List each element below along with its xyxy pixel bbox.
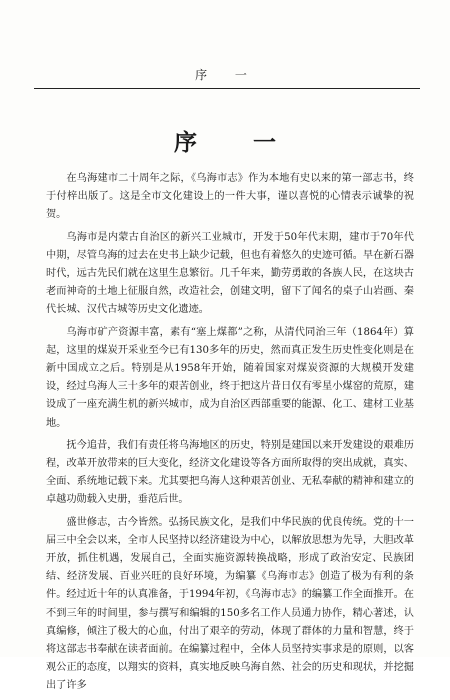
paragraph: 乌海市是内蒙古自治区的新兴工业城市，开发于50年代末期，建市于70年代中期，尽管乌海的过去在史书上缺少记载，但也有着悠久的史迹可循。早在新石器时代，远古先民们就在这里生息繁衍。几千年来，勤劳勇敢的各族人民，在这块古老而神奇的土地上征服自然，改造社会，创建文明，留下了闻名的桌子山岩画、秦代长城、汉代古城等历史文化遗迹。 <box>46 231 414 316</box>
header-rule <box>34 88 420 89</box>
page-title: 序 一 <box>173 129 300 156</box>
paragraph: 在乌海建市二十周年之际，《乌海市志》作为本地有史以来的第一部志书，终于付梓出版了。这是全市文化建设上的一件大事，谨以喜悦的心情表示诚挚的祝贺。 <box>46 173 414 221</box>
paragraph: 盛世修志，古今皆然。弘扬民族文化，是我们中华民族的优良传统。党的十一届三中全会以来，全市人民坚持以经济建设为中心，以解放思想为先导，大胆改革开放，抓住机遇，发展自己，全面实施资源转换战略，形成了政治安定、民族团结、经济发展、百业兴旺的良好环境，为编纂《乌海市志》创造了极为有利的条件。经过近十年的认真准备，于1994年初，《乌海市志》的编纂工作全面推开。在不到三年的时间里，参与撰写和编辑的150多名工作人员通力协作，精心著述，认真编修，倾注了极大的心血，付出了艰辛的劳动，体现了群体的力量和智慧，终于将这部志书奉献在读者面前。在编纂过程中，全体人员坚持实事求是的原则，以客观公正的态度，以翔实的资料，真实地反映乌海自然、社会的历史和现状，并挖掘出了许多 <box>46 516 414 692</box>
paragraph: 抚今追昔，我们有责任将乌海地区的历史，特别是建国以来开发建设的艰难历程，改革开放带来的巨大变化，经济文化建设等各方面所取得的突出成就，真实、全面、系统地记载下来。尤其要把乌海人这种艰苦创业、无私奉献的精神和建立的卓越功勋载入史册，垂范后世。 <box>46 439 414 506</box>
body-text <box>46 170 414 700</box>
running-header: 序 一 <box>195 68 259 82</box>
paragraph: 乌海市矿产资源丰富，素有“塞上煤都”之称，从清代同治三年（1864年）算起，这里的煤炭开采业至今已有130多年的历史，然而真正发生历史性变化则是在新中国成立之后。特别是从1958年开始，随着国家对煤炭资源的大规模开发建设，经过乌海人三十多年的艰苦创业，终于把这片昔日仅有零星小煤窑的荒原，建设成了一座充满生机的新兴城市，成为自治区西部重要的能源、化工、建材工业基地。 <box>46 326 414 429</box>
